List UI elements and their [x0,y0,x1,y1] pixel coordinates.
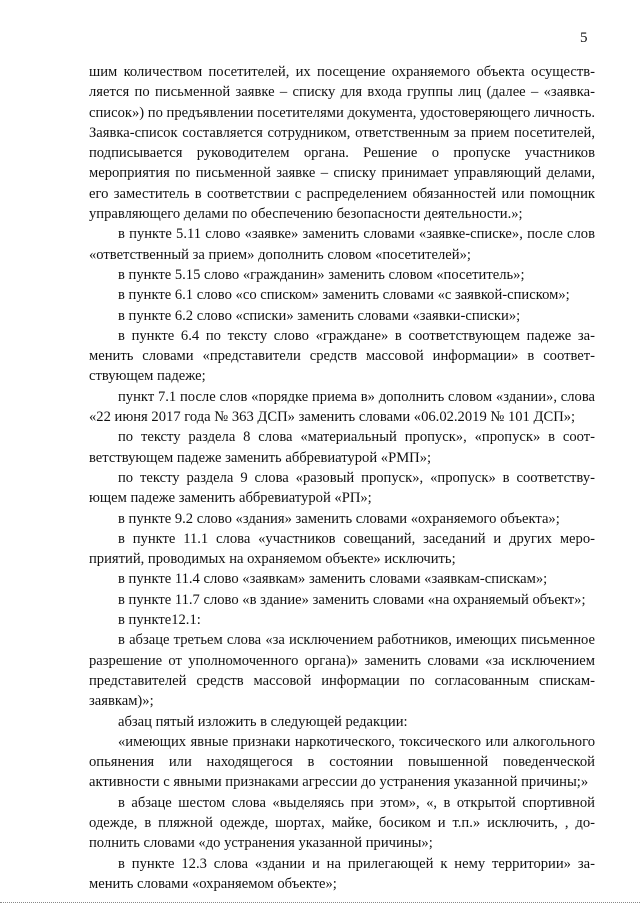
paragraph-item-5-11: в пункте 5.11 слово «заявке» заменить словами «заявке-списке», после слов «ответственный за прием» дополнить словом «посетителей»; [89,226,595,263]
paragraph-item-6-1: в пункте 6.1 слово «со списком» заменить словами «с заявкой-списком»; [118,287,570,304]
page-number: 5 [580,30,588,46]
paragraph-abzac-3: в абзаце третьем слова «за исключением работников, имеющих письменное разрешение от уполномоченного органа)» заменить словами «за исключением представителей средств массовой информации по согласованным спискам-заявкам)»; [89,632,595,710]
paragraph-item-5-15: в пункте 5.15 слово «гражданин» заменить словом «посетитель»; [118,266,525,283]
paragraph-abzac-5: абзац пятый изложить в следующей редакции: [118,713,408,730]
paragraph-abzac-5-text: «имеющих явные признаки наркотического, токсического или алкогольного опьянения или находящегося в состоянии повышенной поведенческой активности с явными признаками агрессии до устранения указанной причины;» [89,733,595,791]
document-body [89,62,595,894]
paragraph-section-8: по тексту раздела 8 слова «материальный пропуск», «пропуск» в соответствующем падеже заменить аббревиатурой «РМП»; [89,429,595,466]
paragraph-abzac-6: в абзаце шестом слова «выделяясь при этом», «, в открытой спортивной одежде, в пляжной одежде, шортах, майке, босиком и т.п.» исключить, , дополнить словами «до устранения указанной причины»; [89,794,595,852]
paragraph-item-6-4: в пункте 6.4 по тексту слово «граждане» в соответствующем падеже заменить словами «представители средств массовой информации» в соответствующем падеже; [89,327,595,385]
paragraph-item-11-1: в пункте 11.1 слова «участников совещаний, заседаний и других мероприятий, проводимых на охраняемом объекте» исключить; [89,530,595,568]
paragraph-item-11-7: в пункте 11.7 слово «в здание» заменить словами «на охраняемый объект»; [118,591,586,608]
paragraph-continuation: шим количеством посетителей, их посещение охраняемого объекта осуществляется по письменной заявке – списку для входа группы лиц (далее – «заявка-список») по предъявлении посетителями документа, удостоверяющего личность. Заявка-список составляется сотрудником, ответственным за прием посетителей, подписывается руководителем органа. Решение о пропуске участников мероприятия по письменной заявке – списку принимает управляющий делами, его заместитель в соответствии с распределением обязанностей или помощник управляющего делами по обеспечению безопасности деятельности.»; [89,64,595,223]
bottom-dotted-rule [0,902,640,903]
paragraph-item-9-2: в пункте 9.2 слово «здания» заменить словами «охраняемого объекта»; [118,510,560,527]
paragraph-item-11-4: в пункте 11.4 слово «заявкам» заменить словами «заявкам-спискам»; [118,571,548,588]
paragraph-item-12-3: в пункте 12.3 слова «здании и на прилегающей к нему территории» заменить словами «охраняемом объекте»; [89,855,595,892]
paragraph-section-9: по тексту раздела 9 слова «разовый пропуск», «пропуск» в соответствующем падеже заменить аббревиатурой «РП»; [89,469,595,507]
paragraph-item-7-1: пункт 7.1 после слов «порядке приема в» дополнить словом «здании», слова «22 июня 2017 года № 363 ДСП» заменить словами «06.02.2019 № 101 ДСП»; [89,388,595,426]
paragraph-item-6-2: в пункте 6.2 слово «списки» заменить словами «заявки-списки»; [118,307,521,324]
paragraph-item-12-1: в пункте12.1: [118,612,201,629]
